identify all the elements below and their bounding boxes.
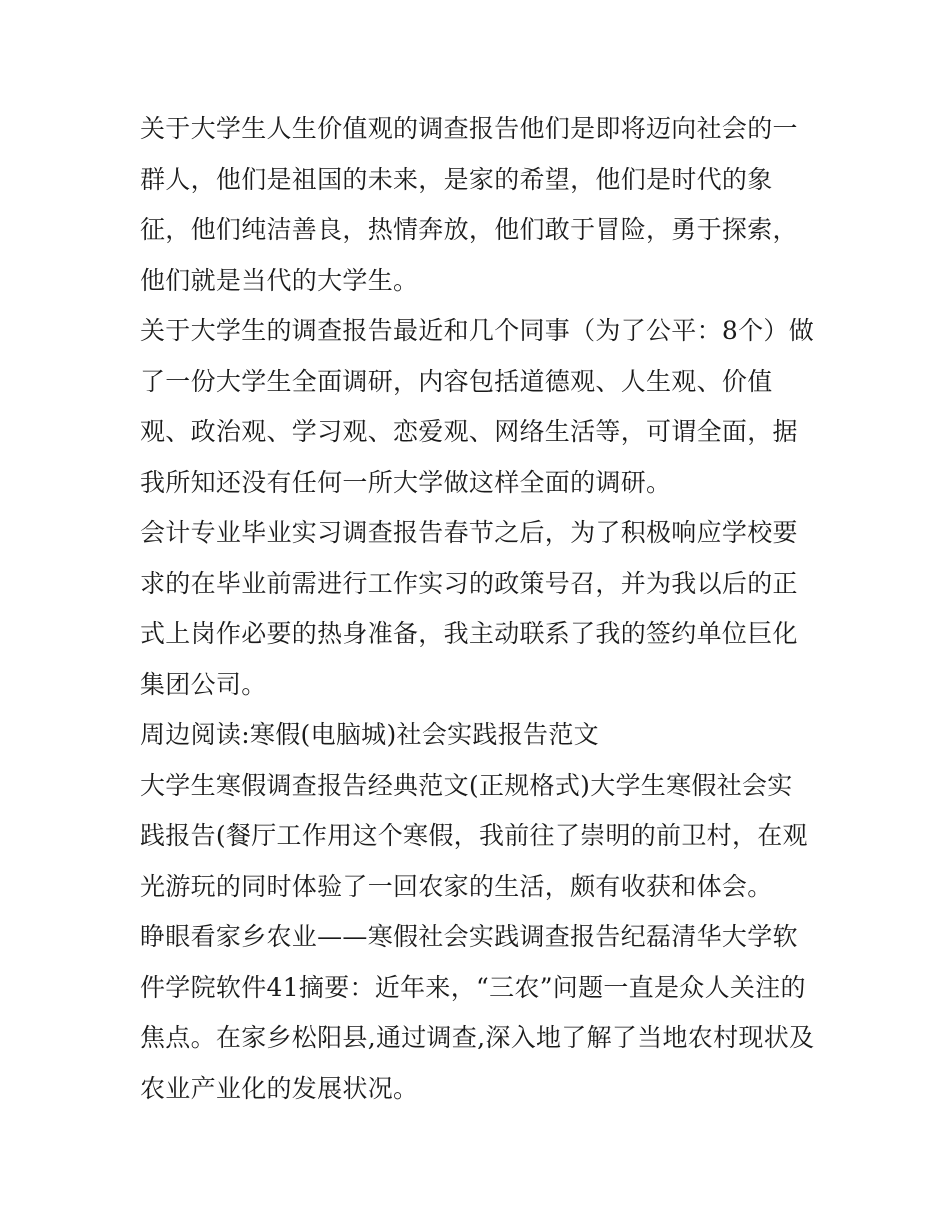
paragraph-accounting-internship: 会计专业毕业实习调查报告春节之后，为了积极响应学校要求的在毕业前需进行工作实习的政策号召，并为我以后的正式上岗作必要的热身准备，我主动联系了我的签约单位巨化集团公司。: [140, 518, 798, 699]
paragraph-winter-break-report: 大学生寒假调查报告经典范文(正规格式)大学生寒假社会实践报告(餐厅工作用这个寒假，我前往了崇明的前卫村，在观光游玩的同时体验了一回农家的生活，颇有收获和体会。: [140, 770, 808, 901]
paragraph-related-reading: 周边阅读:寒假(电脑城)社会实践报告范文: [140, 720, 599, 749]
paragraph-hometown-agriculture: 睁眼看家乡农业——寒假社会实践调查报告纪磊清华大学软件学院软件41摘要：近年来，“三农”问题一直是众人关注的焦点。在家乡松阳县,通过调查,深入地了解了当地农村现状及农业产业化的发展状况。: [140, 922, 815, 1103]
paragraph-values-survey: 关于大学生人生价值观的调查报告他们是即将迈向社会的一群人，他们是祖国的未来，是家的希望，他们是时代的象征，他们纯洁善良，热情奔放，他们敢于冒险，勇于探索，他们就是当代的大学生。: [140, 114, 798, 295]
paragraph-student-survey: 关于大学生的调查报告最近和几个同事（为了公平：8个）做了一份大学生全面调研，内容包括道德观、人生观、价值观、政治观、学习观、恋爱观、网络生活等，可谓全面，据我所知还没有任何一所大学做这样全面的调研。: [140, 316, 815, 497]
document-body: [140, 104, 816, 1114]
